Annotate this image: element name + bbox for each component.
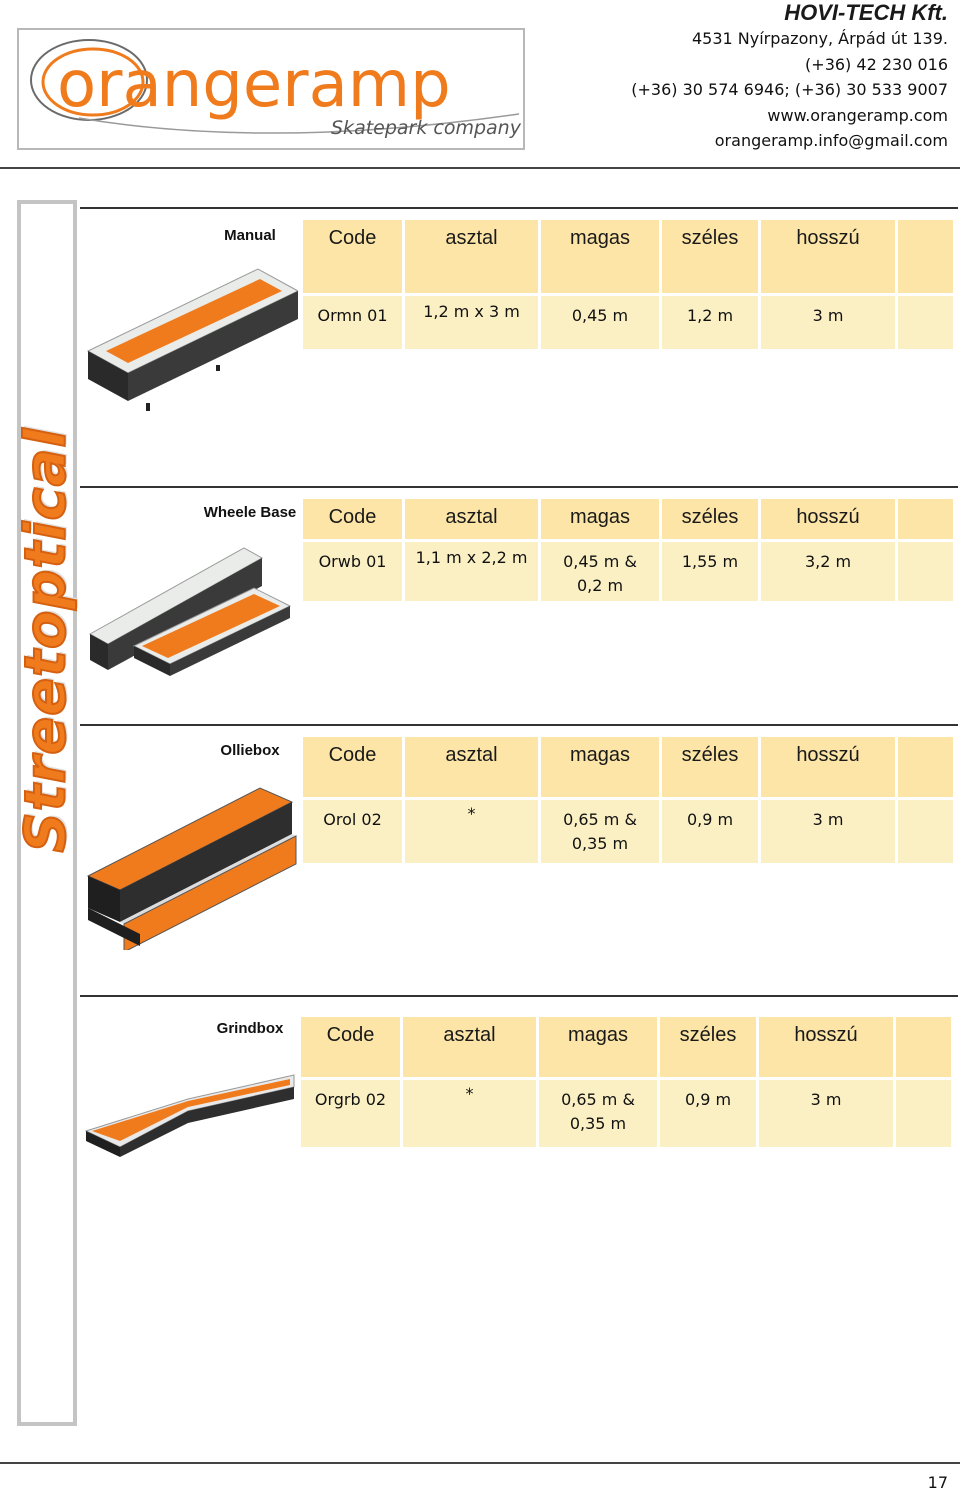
cell-code: Orol 02 (303, 800, 405, 866)
cell-asztal: * (405, 800, 541, 866)
cell-magas: 0,45 m & 0,2 m (541, 542, 662, 604)
cell-code: Orwb 01 (303, 542, 405, 604)
header-asztal: asztal (405, 737, 541, 800)
product-name: Manual (224, 227, 276, 244)
header-magas: magas (539, 1017, 660, 1080)
cell-hosszu: 3,2 m (761, 542, 898, 604)
orangeramp-logo-icon (19, 30, 523, 148)
company-name: HOVI-TECH Kft. (784, 0, 948, 25)
header-asztal: asztal (405, 499, 541, 542)
manual-pad-image (84, 263, 298, 413)
logo-tagline: Skatepark company (331, 117, 521, 139)
footer-divider (0, 1462, 960, 1464)
cell-magas: 0,65 m & 0,35 m (541, 800, 662, 866)
product-section-grindbox (80, 995, 958, 1195)
cell-code: Ormn 01 (303, 296, 405, 352)
cell-blank (898, 542, 956, 604)
cell-blank (898, 800, 956, 866)
spec-table (303, 220, 956, 352)
email-link[interactable]: orangeramp.info@gmail.com (714, 131, 948, 150)
header-code: Code (301, 1017, 403, 1080)
product-name: Olliebox (220, 742, 280, 759)
cell-hosszu: 3 m (761, 296, 898, 352)
product-name: Grindbox (216, 1020, 284, 1037)
header-hosszu: hosszú (761, 220, 898, 296)
address: 4531 Nyírpazony, Árpád út 139. (691, 29, 948, 48)
header-szeles: széles (660, 1017, 759, 1080)
header-magas: magas (541, 220, 662, 296)
contact-block (631, 0, 948, 154)
spec-table (303, 499, 956, 604)
section-divider (80, 995, 958, 997)
cell-szeles: 1,55 m (662, 542, 761, 604)
cell-blank (898, 296, 956, 352)
wheele-base-image (84, 544, 298, 694)
header-magas: magas (541, 737, 662, 800)
section-divider (80, 724, 958, 726)
cell-blank (896, 1080, 954, 1150)
header-blank (896, 1017, 954, 1080)
header-szeles: széles (662, 737, 761, 800)
logo (17, 28, 525, 150)
header-asztal: asztal (405, 220, 541, 296)
header-blank (898, 220, 956, 296)
header-asztal: asztal (403, 1017, 539, 1080)
spec-table (301, 1017, 954, 1150)
website-link[interactable]: www.orangeramp.com (767, 105, 948, 125)
header-code: Code (303, 737, 405, 800)
header-code: Code (303, 220, 405, 296)
cell-asztal: 1,1 m x 2,2 m (405, 542, 541, 604)
cell-hosszu: 3 m (761, 800, 898, 866)
header-hosszu: hosszú (761, 499, 898, 542)
side-title: Streetoptical (13, 427, 79, 853)
spec-table (303, 737, 956, 866)
cell-szeles: 1,2 m (662, 296, 761, 352)
cell-magas: 0,45 m (541, 296, 662, 352)
cell-asztal: * (403, 1080, 539, 1150)
page-number: 17 (927, 1473, 948, 1492)
olliebox-image (84, 784, 298, 950)
cell-szeles: 0,9 m (660, 1080, 759, 1150)
header-blank (898, 499, 956, 542)
product-section-olliebox (80, 724, 958, 986)
product-section-wheele-base (80, 486, 958, 716)
product-section-manual (80, 207, 958, 477)
header-hosszu: hosszú (761, 737, 898, 800)
section-divider (80, 207, 958, 209)
header-divider (0, 167, 960, 169)
header-blank (898, 737, 956, 800)
cell-szeles: 0,9 m (662, 800, 761, 866)
header-szeles: széles (662, 220, 761, 296)
cell-code: Orgrb 02 (301, 1080, 403, 1150)
phone-primary: (+36) 42 230 016 (805, 54, 948, 74)
phone-mobile: (+36) 30 574 6946; (+36) 30 533 9007 (631, 80, 948, 99)
cell-asztal: 1,2 m x 3 m (405, 296, 541, 352)
logo-wordmark: orangeramp (57, 48, 451, 122)
product-name: Wheele Base (203, 504, 297, 521)
section-divider (80, 486, 958, 488)
header-szeles: széles (662, 499, 761, 542)
header-code: Code (303, 499, 405, 542)
grindbox-image (84, 1071, 298, 1161)
cell-magas: 0,65 m & 0,35 m (539, 1080, 660, 1150)
cell-hosszu: 3 m (759, 1080, 896, 1150)
header-magas: magas (541, 499, 662, 542)
header-hosszu: hosszú (759, 1017, 896, 1080)
